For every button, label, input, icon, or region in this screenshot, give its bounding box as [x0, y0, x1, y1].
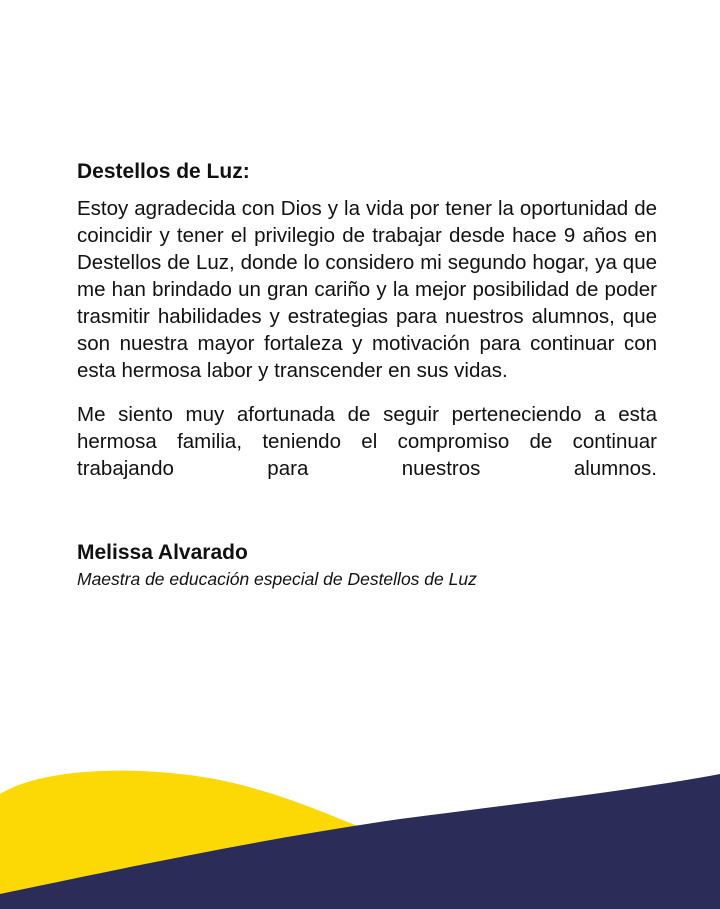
signature-block — [77, 539, 657, 591]
letter — [77, 158, 657, 591]
letter-paragraph-2: Me siento muy afortunada de seguir perteneciendo a esta hermosa familia, teniendo el compromiso de continuar trabajando para nuestros alumnos. — [77, 403, 657, 480]
letter-paragraph-1: Estoy agradecida con Dios y la vida por tener la oportunidad de coincidir y tener el privilegio de trabajar desde hace 9 años en Destellos de Luz, donde lo considero mi segundo hogar, ya que me han brindado un gran cariño y la mejor posibilidad de poder trasmitir habilidades y estrategias para nuestros alumnos, que son nuestra mayor fortaleza y motivación para continuar con esta hermosa labor y transcender en sus vidas. — [77, 197, 657, 382]
letter-heading: Destellos de Luz: — [77, 160, 250, 183]
decorative-waves — [0, 759, 720, 909]
signature-name: Melissa Alvarado — [77, 541, 248, 564]
paragraph-spacer — [77, 384, 657, 401]
signature-role: Maestra de educación especial de Destellos de Luz — [77, 569, 477, 589]
